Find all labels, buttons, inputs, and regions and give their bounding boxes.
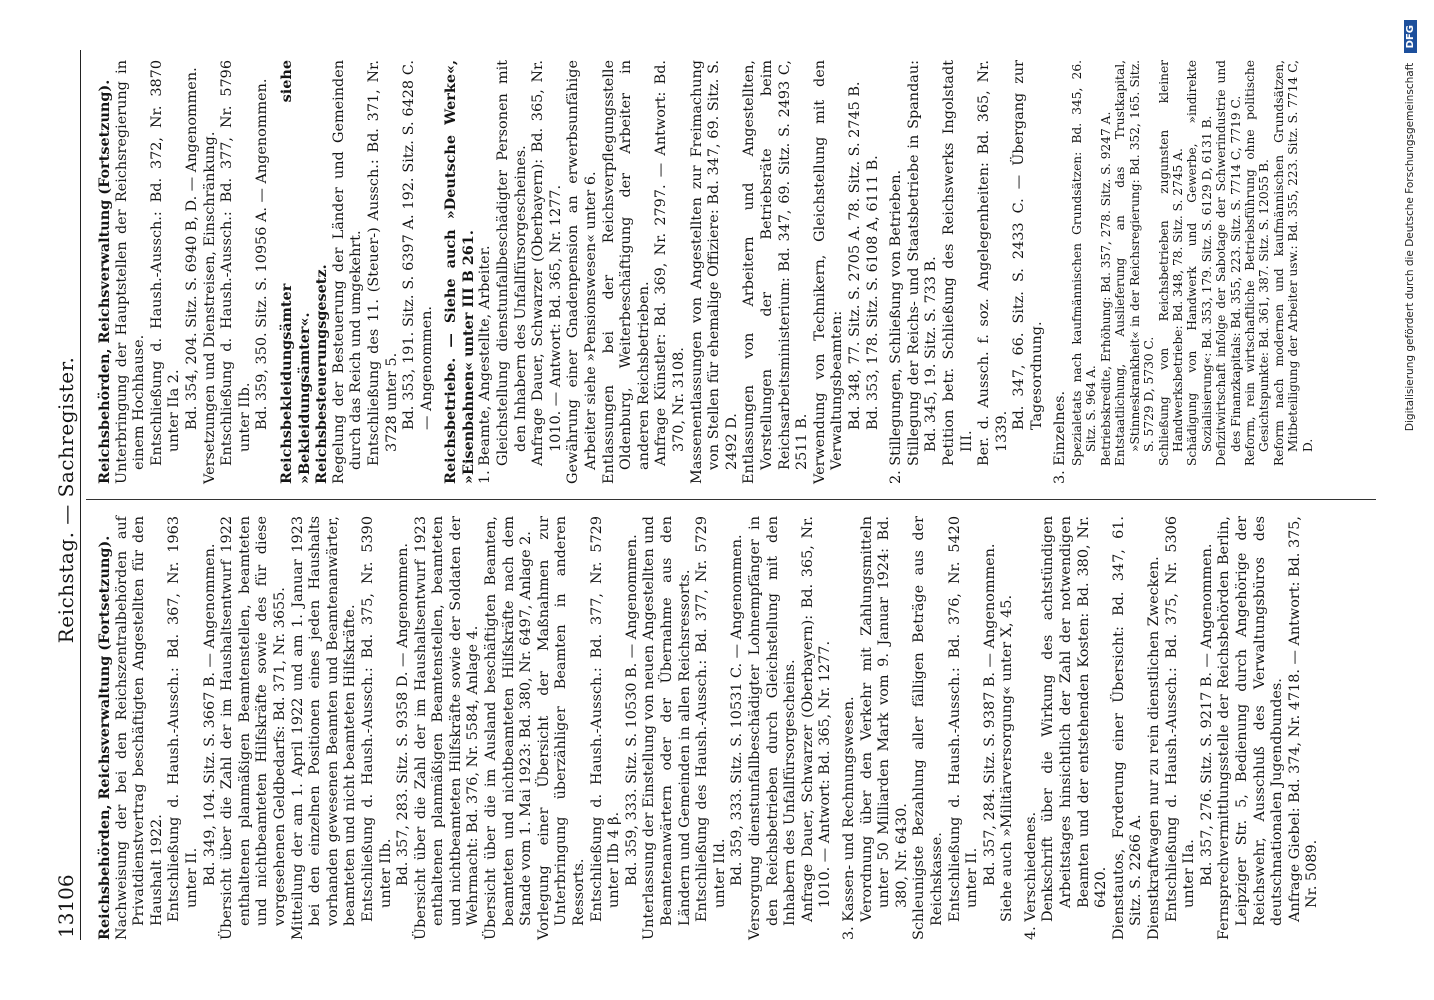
index-entry: Entschließung d. Haush.-Aussch.: Bd. 372, Nr. 3870 unter IIa 2. bbox=[148, 60, 183, 466]
index-entry: Reform, rein wirtschaftliche Betriebsführung ohne politische Gesichtspunkte: Bd. 361, 387. Sitz. S. 12055 B. bbox=[1242, 60, 1272, 466]
index-entry: Gewährung einer Gnadenpension an erwerbsunfähige Arbeiter siehe »Pensionswesen« unter 6. bbox=[565, 60, 600, 484]
index-entry: Entschließung d. Haush.-Aussch.: Bd. 375, Nr. 5390 unter IIb. bbox=[359, 516, 394, 922]
index-entry: Entschließung d. Haush.-Aussch.: Bd. 377, Nr. 5729 unter IIb 4 β. bbox=[588, 516, 623, 922]
index-entry: Regelung der Besteuerung der Länder und Gemeinden durch das Reich und umgekehrt. bbox=[330, 60, 365, 484]
index-entry: Entlassungen bei der Reichsverpflegungsstelle Oldenburg, Weiterbeschäftigung der Arbeiter in anderen Reichsbetrieben. bbox=[600, 60, 652, 484]
index-entry: Entschließung des Haush.-Aussch.: Bd. 377, Nr. 5729 unter IId. bbox=[694, 516, 728, 922]
index-entry: Versorgung dienstunfallbeschädigter Lohnempfänger in den Reichsbetrieben durch Gleichstellung mit den Inhabern des Unfallfürsorgescheins. bbox=[746, 516, 799, 940]
index-entry: 3. Einzelnes. bbox=[1052, 390, 1069, 484]
index-entry: Stillegung der Reichs- und Staatsbetriebe in Spandau: Bd. 345, 19. Sitz. S. 733 B. bbox=[905, 60, 940, 466]
index-entry: Unterbringung der Hauptstellen der Reichsregierung in einem Hochhause. bbox=[113, 60, 148, 484]
index-entry: Bd. 354, 204. Sitz. S. 6940 B, D. — Angenommen. bbox=[183, 67, 200, 430]
index-entry: Ber. d. Aussch. f. soz. Angelegenheiten: Bd. 365, Nr. 1339. bbox=[976, 60, 1010, 466]
header-rule bbox=[80, 50, 81, 940]
index-entry: Bd. 349, 104. Sitz. S. 3667 B. — Angenommen. bbox=[201, 543, 218, 886]
index-entry: Übersicht über die Zahl der im Haushaltsentwurf 1923 enthaltenen planmäßigen Beamtenstellen, beamteten und nichtbeamteten Hilfskräfte sowie der Soldaten der Wehrmacht: Bd. 376, Nr. 5584, Anlage 4. bbox=[412, 516, 482, 940]
index-entry: Schädigung von Handwerk und Gewerbe, »indirekte Sozialisierung«: Bd. 353, 179. Sitz. S. 6129 D, 6131 B. bbox=[1185, 60, 1214, 466]
index-entry: Defizitwirtschaft infolge der Sabotage der Schwerindustrie und des Finanzkapitals: Bd. 355, 223. Sitz. S. 7714 C, 7719 C. bbox=[1214, 60, 1243, 466]
index-entry: Entschließung d. Haush.-Aussch.: Bd. 377, Nr. 5796 unter IIb. bbox=[219, 60, 253, 466]
index-entry: Gleichstellung dienstunfallbeschädigter Personen mit den Inhabern des Unfallfürsorgescheines. bbox=[495, 60, 529, 466]
running-title: Reichstag. — Sachregister. bbox=[54, 356, 78, 644]
index-entry: Denkschrift über die Wirkung des achtstündigen Arbeitstages hinsichtlich der Zahl der notwendigen Beamten und der entstehenden Kosten: Bd. 380, Nr. 6420. bbox=[1040, 516, 1110, 922]
index-entry: Fernsprechvermittlungsstelle der Reichsbehörden Berlin, Leipziger Str. 5, Bedienung durch Angehörige der Reichswehr, Ausschluß des Verwaltungsbüros des deutschnationalen Jugendbundes. bbox=[1216, 516, 1286, 940]
index-entry: Anfrage Dauer, Schwarzer (Oberbayern): Bd. 365, Nr. 1010. — Antwort: Bd. 365, Nr. 1277. bbox=[799, 516, 834, 922]
index-entry: Reichsbesteuerungsgesetz. bbox=[313, 264, 331, 484]
index-entry: 3. Kassen- und Rechnungswesen. bbox=[840, 696, 857, 940]
index-entry: Schließung von Reichsbetrieben zugunsten kleiner Handwerksbetriebe: Bd. 348, 78. Sitz. S. 2745 A. bbox=[1156, 60, 1185, 466]
digitization-footer bbox=[1404, 0, 1417, 1000]
index-entry: Bd. 359, 333. Sitz. S. 10531 C. — Angenommen. bbox=[729, 534, 746, 886]
index-entry: 1. Beamte, Angestellte, Arbeiter. bbox=[477, 245, 494, 484]
index-entry: Massenentlassungen von Angestellten zur Freimachung von Stellen für ehemalige Offiziere: Bd. 347, 69. Sitz. S. 2492 D. bbox=[688, 60, 740, 484]
index-entry: Entschließung d. Haush.-Aussch.: Bd. 375, Nr. 5306 unter IIa. bbox=[1163, 516, 1198, 922]
index-entry: 2. Stillegungen, Schließung von Betrieben. bbox=[888, 169, 905, 484]
left-column bbox=[96, 516, 1322, 940]
index-entry: Petition betr. Schließung des Reichswerks Ingolstadt III. bbox=[940, 60, 975, 466]
index-entry: Entschließung d. Haush.-Aussch.: Bd. 376, Nr. 5420 unter II. bbox=[946, 516, 981, 922]
index-entry: Übersicht über die im Ausland beschäftigten Beamten, beamteten und nichtbeamteten Hilfskräfte nach dem Stande vom 1. Mai 1923: Bd. 380, Nr. 6497, Anlage 2. bbox=[483, 516, 535, 940]
index-entry: Reform nach modernen und kaufmännischen Grundsätzen, Mitbeteiligung der Arbeiter usw.: Bd. 355, 223. Sitz. S. 7714 C, D. bbox=[1271, 60, 1315, 466]
index-entry: Versetzungen und Dienstreisen, Einschränkung. bbox=[201, 131, 218, 484]
index-entry: Bd. 357, 283. Sitz. S. 9358 D. — Angenommen. bbox=[395, 543, 412, 886]
index-entry: Übersicht über die Zahl der im Haushaltsentwurf 1922 enthaltenen planmäßigen Beamtenstellen, beamteten und nichtbeamteten Hilfskräfte sowie des für diese vorgesehenen Geldbedarfs: Bd. 371, Nr. 3655. bbox=[219, 516, 288, 940]
index-entry: Bd. 357, 276. Sitz. S. 9217 B. — Angenommen. bbox=[1198, 543, 1215, 886]
index-entry: Bd. 359, 333. Sitz. S. 10530 B. — Angenommen. bbox=[623, 534, 640, 886]
index-entry: Anfrage Künstler: Bd. 369, Nr. 2797. — Antwort: Bd. 370, Nr. 3108. bbox=[653, 60, 687, 466]
index-entry: Spezialetats nach kaufmännischen Grundsätzen: Bd. 345, 26. Sitz. S. 964 A. bbox=[1070, 60, 1099, 466]
index-entry: Verordnung über den Verkehr mit Zahlungsmitteln unter 50 Milliarden Mark vom 9. Januar 1924: Bd. 380, Nr. 6430. bbox=[858, 516, 910, 922]
index-entry: Bd. 359, 350. Sitz. S. 10956 A. — Angenommen. bbox=[254, 78, 271, 430]
dfg-logo: DFG bbox=[1404, 20, 1417, 53]
index-entry: Entstaatlichung, Auslieferung an das Trustkapital, »Stinneskrankheit« in der Reichsregierung: Bd. 352, 165. Sitz. S. 5729 D, 5730 C. bbox=[1113, 60, 1157, 466]
index-entry: Entschließung des 11. (Steuer-) Aussch.: Bd. 371, Nr. 3728 unter 5. bbox=[365, 60, 400, 466]
index-entry: Entlassungen von Arbeitern und Angestellten, Vorstellungen der Betriebsräte beim Reichsarbeitsministerium: Bd. 347, 69. Sitz. S. 2493 C, 2511 B. bbox=[741, 60, 811, 484]
index-entry: Reichsbetriebe. — Siehe auch »Deutsche Werke«, »Eisenbahnen« unter III B 261. bbox=[442, 60, 477, 484]
column-divider bbox=[86, 499, 1376, 500]
index-entry: Anfrage Dauer, Schwarzer (Oberbayern): Bd. 365, Nr. 1010. — Antwort: Bd. 365, Nr. 1277. bbox=[530, 60, 564, 466]
index-entry: Bd. 353, 191. Sitz. S. 6397 A. 192. Sitz. S. 6428 C. — Angenommen. bbox=[401, 60, 435, 430]
right-column bbox=[96, 60, 1315, 484]
index-entry: Dienstkraftwagen nur zu rein dienstlichen Zwecken. bbox=[1146, 556, 1163, 940]
index-entry: Reichsbehörden, Reichsverwaltung (Fortsetzung). bbox=[96, 535, 113, 940]
index-entry: Reichsbehörden, Reichsverwaltung (Fortsetzung). bbox=[96, 79, 113, 484]
index-entry: Vorlegung einer Übersicht der Maßnahmen zur Unterbringung überzähliger Beamten in anderen Ressorts. bbox=[535, 516, 588, 940]
index-entry: Anfrage Giebel: Bd. 374, Nr. 4718. — Antwort: Bd. 375, Nr. 5089. bbox=[1286, 516, 1321, 922]
index-entry: Schleunigste Bezahlung aller fälligen Beträge aus der Reichskasse. bbox=[911, 516, 945, 940]
index-entry: Bd. 348, 77. Sitz. S. 2705 A. 78. Sitz. S. 2745 B. bbox=[846, 81, 863, 430]
index-entry: Bd. 357, 284. Sitz. S. 9387 B. — Angenommen. bbox=[981, 543, 998, 886]
digitization-notice: Digitalisierung gefördert durch die Deutsche Forschungsgemeinschaft bbox=[1404, 62, 1416, 432]
index-entry: Siehe auch »Militärversorgung« unter X, 45. bbox=[999, 594, 1016, 922]
index-entry: 4. Verschiedenes. bbox=[1022, 811, 1039, 940]
index-entry: Entschließung d. Haush.-Aussch.: Bd. 367, Nr. 1963 unter II. bbox=[166, 516, 200, 922]
index-entry: Dienstautos, Forderung einer Übersicht: Bd. 347, 61. Sitz. S. 2266 A. bbox=[1110, 516, 1145, 940]
index-entry: Nachweisung der bei den Reichszentralbehörden auf Privatdienstvertrag beschäftigten Angestellten für den Haushalt 1922. bbox=[113, 516, 165, 940]
index-entry: Betriebskredite, Erhöhung: Bd. 357, 278. Sitz. S. 9247 A. bbox=[1098, 111, 1113, 466]
index-entry: Verwendung von Technikern, Gleichstellung mit den Verwaltungsbeamten: bbox=[811, 60, 846, 484]
index-entry: Bd. 347, 66. Sitz. S. 2433 C. — Übergang zur Tagesordnung. bbox=[1011, 60, 1045, 430]
index-entry: Unterlassung der Einstellung von neuen Angestellten und Beamtenanwärtern oder der Übernahme aus den Ländern und Gemeinden in allen Reichsressorts. bbox=[641, 516, 693, 940]
page-number: 13106 bbox=[54, 874, 78, 938]
index-entry: Reichsbekleidungsämter siehe »Bekleidungsämter«. bbox=[277, 60, 313, 484]
index-entry: Bd. 353, 178. Sitz. S. 6108 A, 6111 B. bbox=[864, 155, 881, 430]
index-entry: Mitteilung der am 1. April 1922 und am 1. Januar 1923 bei den einzelnen Positionen eines jeden Haushalts vorhanden gewesenen Beamten und Beamtenanwärter, beamteten und nicht beamteten Hilfskräfte. bbox=[289, 516, 359, 940]
